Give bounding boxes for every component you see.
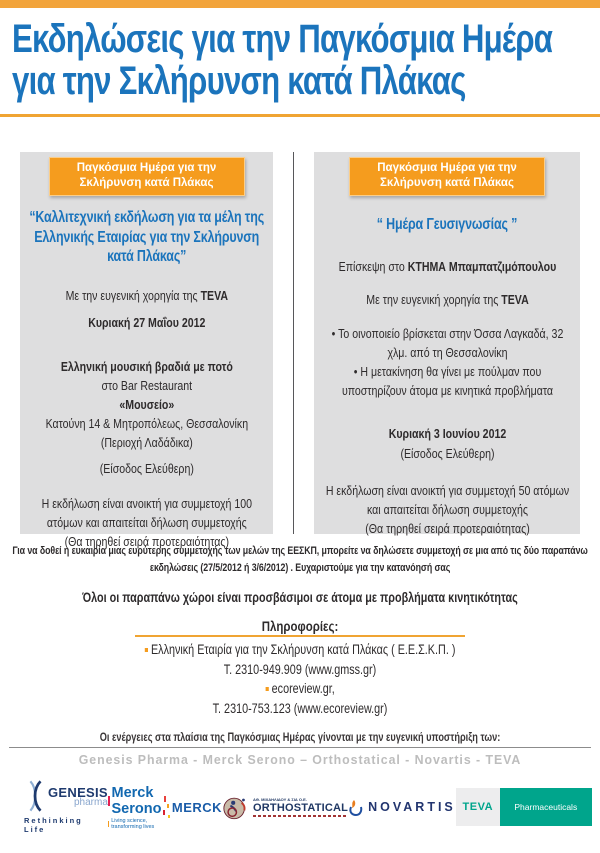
sponsor-name: TEVA <box>200 288 228 303</box>
info-heading: Πληροφορίες: <box>261 619 339 634</box>
event-panel-right <box>314 152 580 534</box>
info-bullet-1: • Το οινοποιείο βρίσκεται στην Όσσα Λαγκαδά, 32 χλμ. από τη Θεσσαλονίκη <box>331 326 563 360</box>
support-heading: Οι ενέργειες στα πλαίσια της Παγκόσμιας Ημέρας γίνονται με την ευγενική υποστήριξη των: <box>99 732 501 744</box>
teva-wordmark-box <box>456 788 500 826</box>
merck-serono-wordmark: Merck Serono <box>111 784 162 817</box>
merck-serono-tagline: Living science, transforming lives <box>111 817 155 830</box>
event-subtitle: Ελληνική μουσική βραδιά με ποτό <box>60 359 233 374</box>
logo-merck-serono <box>108 785 163 830</box>
teva-wordmark: TEVA <box>462 801 494 813</box>
panel-divider <box>293 152 294 534</box>
info-section <box>8 640 592 718</box>
event-heading: “Καλλιτεχνική εκδήλωση για τα μέλη της Ελληνικής Εταιρίας για την Σκλήρυνση κατά Πλάκας” <box>29 209 264 265</box>
sponsor-line: Με την ευγενική χορηγία της TEVA <box>365 292 529 307</box>
genesis-wordmark: GENESIS <box>48 784 108 800</box>
capacity-note: Η εκδήλωση είναι ανοικτή για συμμετοχή 50 ατόμων και απαιτείται δήλωση συμμετοχής <box>325 483 569 517</box>
orthostatical-fine-print <box>253 815 348 818</box>
event-date: Κυριακή 3 Ιουνίου 2012 <box>388 426 506 441</box>
genesis-pharma-label: pharma <box>74 796 108 808</box>
genesis-mark-icon <box>24 780 46 812</box>
top-accent-bar <box>0 0 600 8</box>
priority-note: (Θα τηρηθεί σειρά προτεραιότητας) <box>64 534 229 549</box>
sponsor-name: TEVA <box>500 292 529 307</box>
info-phone-line: Τ. 2310-949.909 (www.gmss.gr) <box>223 661 377 677</box>
teva-pharmaceuticals-label: Pharmaceuticals <box>514 802 578 812</box>
entry-note: (Είσοδος Ελεύθερη) <box>399 446 495 461</box>
venue-area: (Περιοχή Λαδάδικα) <box>100 435 193 450</box>
logo-novartis <box>348 799 456 816</box>
merck-confetti-icon <box>163 795 172 819</box>
event-date: Κυριακή 27 Μαΐου 2012 <box>87 315 206 330</box>
sponsor-line: Με την ευγενική χορηγία της TEVA <box>65 288 228 303</box>
priority-note: (Θα τηρηθεί σειρά προτεραιότητας) <box>364 521 530 536</box>
accessibility-note: Όλοι οι παραπάνω χώροι είναι προσβάσιμοι σε άτομα με προβλήματα κινητικότητας <box>82 590 518 605</box>
novartis-wordmark: NOVARTIS <box>368 800 456 814</box>
bullet-icon <box>145 648 148 652</box>
entry-note: (Είσοδος Ελεύθερη) <box>99 461 194 476</box>
bullet-icon <box>265 687 268 691</box>
event-panel-left <box>20 152 273 549</box>
venue-line: στο Bar Restaurant <box>101 378 192 393</box>
merck-wordmark: MERCK <box>171 799 223 815</box>
orthostatical-emblem-icon <box>222 794 250 821</box>
sponsor-logos-row <box>0 777 600 837</box>
info-underline <box>135 635 465 637</box>
orthostatical-company-line: ΑΘ. ΜΙΧΑΗΛΙΔΟΥ & ΣΙΑ Ο.Ε. <box>253 796 307 802</box>
logo-merck <box>163 795 222 819</box>
participation-note: Για να δοθεί η ευκαιρία μιας ευρύτερης συμμετοχής των μελών της ΕΕΣΚΠ, μπορείτε να δηλώσετε συμμετοχή σε μια από τις δύο παραπάνω εκδηλώσεις (27/5/2012 ή 3/6/2012) . Ευχαριστούμε για την κατανόησή σας <box>12 545 588 574</box>
visit-line: Επίσκεψη στο ΚΤΗΜΑ Μπαμπατζιμόπουλου <box>338 259 556 274</box>
support-underline <box>9 747 591 748</box>
venue-address: Κατούνη 14 & Μητροπόλεως, Θεσσαλονίκη <box>45 416 248 431</box>
sponsor-names: Genesis Pharma - Merck Serono – Orthostatical - Novartis - TEVA <box>78 752 522 767</box>
genesis-tagline: Rethinking Life <box>24 816 83 834</box>
venue-name: «Μουσείο» <box>119 397 174 412</box>
info-bullet-2: • Η μετακίνηση θα γίνει με πούλμαν που υποστηρίζουν άτομα με κινητικά προβλήματα <box>341 364 553 398</box>
page-title-line2: για την Σκλήρυνση κατά Πλάκας <box>12 59 466 103</box>
logo-teva <box>456 788 592 826</box>
info-site-line: ecoreview.gr, <box>66 679 533 699</box>
logo-genesis <box>24 780 108 834</box>
orthostatical-wordmark: ORTHOSTATICAL <box>253 801 349 814</box>
info-org-line: Ελληνική Εταιρία για την Σκλήρυνση κατά Πλάκας ( Ε.Ε.Σ.Κ.Π. ) <box>66 640 533 660</box>
teva-pharmaceuticals-box <box>500 788 592 826</box>
info-phone-line-2: Τ. 2310-753.123 (www.ecoreview.gr) <box>212 700 388 716</box>
footer <box>0 543 600 767</box>
merck-serono-tagline-tick-icon <box>108 821 109 827</box>
title-underline <box>0 114 600 117</box>
page-title <box>12 17 553 103</box>
capacity-note: Η εκδήλωση είναι ανοικτή για συμμετοχή 100 ατόμων και απαιτείται δήλωση συμμετοχής <box>41 496 252 530</box>
visit-venue-name: ΚΤΗΜΑ Μπαμπατζιμόπουλου <box>407 259 556 274</box>
event-panels <box>0 152 600 549</box>
novartis-flame-icon <box>348 799 363 816</box>
page-title-line1: Εκδηλώσεις για την Παγκόσμια Ημέρα <box>12 17 553 61</box>
event-heading: “ Ημέρα Γευσιγνωσίας ” <box>376 216 518 233</box>
event-badge: Παγκόσμια Ημέρα για την Σκλήρυνση κατά Πλάκας <box>49 157 245 196</box>
merck-serono-tick-icon <box>108 796 110 806</box>
event-badge: Παγκόσμια Ημέρα για την Σκλήρυνση κατά Πλάκας <box>349 157 545 196</box>
logo-orthostatical <box>222 794 348 821</box>
